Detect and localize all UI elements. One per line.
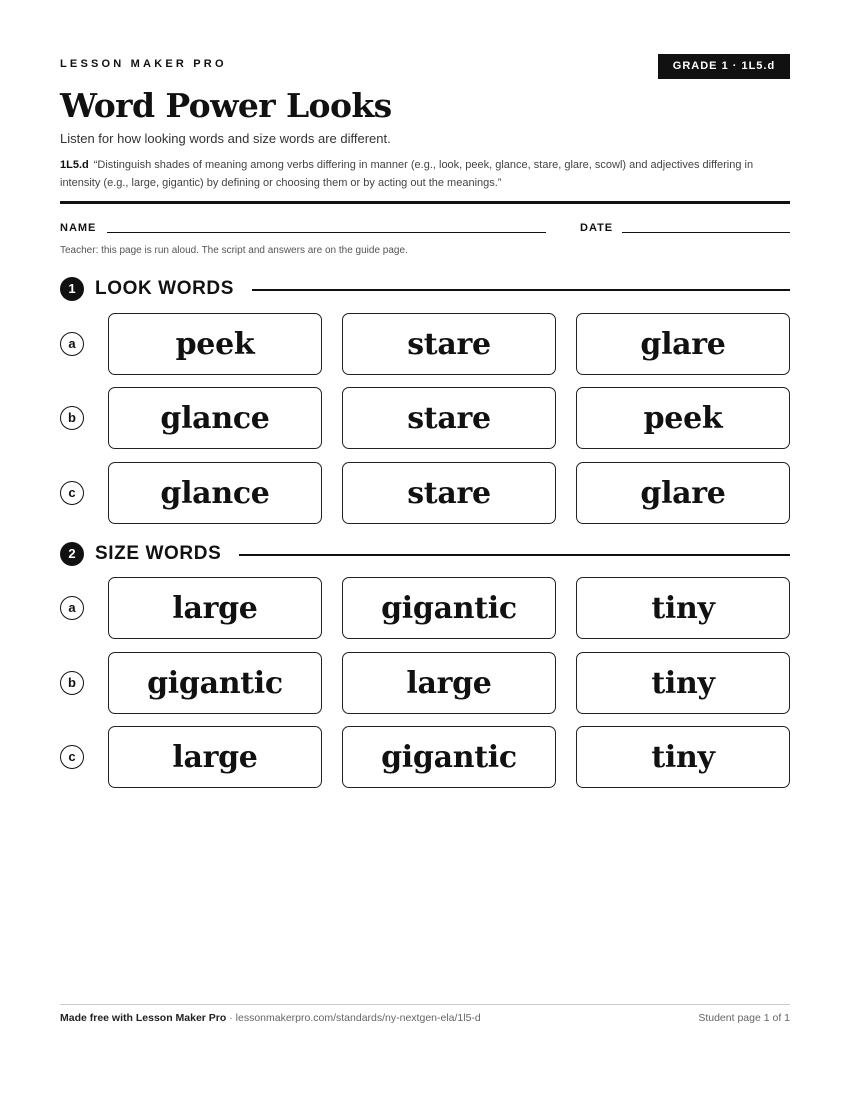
footer-credit <box>60 1012 481 1024</box>
standard-description <box>60 156 790 192</box>
word-card[interactable]: peek <box>108 313 322 375</box>
grade-badge: GRADE 1 · 1L5.d <box>658 54 790 79</box>
page-subtitle: Listen for how looking words and size words are different. <box>60 131 391 146</box>
word-card[interactable]: tiny <box>576 726 790 788</box>
question-row <box>60 726 790 788</box>
page-title: Word Power Looks <box>60 86 392 125</box>
page-number: Student page 1 of 1 <box>698 1012 790 1024</box>
standard-code: 1L5.d <box>60 159 89 171</box>
footer-divider <box>60 1004 790 1005</box>
question-row <box>60 577 790 639</box>
word-card[interactable]: tiny <box>576 577 790 639</box>
row-letter: c <box>60 745 84 769</box>
word-card[interactable]: stare <box>342 462 556 524</box>
header-divider <box>60 201 790 204</box>
word-card[interactable]: large <box>342 652 556 714</box>
row-letter: a <box>60 596 84 620</box>
section-title: LOOK WORDS <box>95 278 234 299</box>
row-letter: c <box>60 481 84 505</box>
section-size-words <box>60 542 790 566</box>
name-field[interactable] <box>107 232 546 233</box>
question-row <box>60 652 790 714</box>
word-card[interactable]: glare <box>576 462 790 524</box>
date-label: DATE <box>580 222 614 234</box>
footer-made-with: Made free with Lesson Maker Pro <box>60 1012 227 1024</box>
question-row <box>60 462 790 524</box>
section-look-words <box>60 277 790 301</box>
question-row <box>60 313 790 375</box>
footer-url[interactable]: · lessonmakerpro.com/standards/ny-nextgen-ela/1l5-d <box>226 1012 481 1024</box>
row-letter: b <box>60 406 84 430</box>
row-letter: b <box>60 671 84 695</box>
word-card[interactable]: peek <box>576 387 790 449</box>
word-card[interactable]: tiny <box>576 652 790 714</box>
word-card[interactable]: glance <box>108 387 322 449</box>
section-number: 2 <box>60 542 84 566</box>
section-divider <box>239 554 790 556</box>
brand-wordmark: LESSON MAKER PRO <box>60 58 227 70</box>
question-row <box>60 387 790 449</box>
word-card[interactable]: gigantic <box>342 577 556 639</box>
name-label: NAME <box>60 222 97 234</box>
word-card[interactable]: gigantic <box>342 726 556 788</box>
section-title: SIZE WORDS <box>95 543 222 564</box>
date-field[interactable] <box>622 232 790 233</box>
section-divider <box>252 289 790 291</box>
word-card[interactable]: glare <box>576 313 790 375</box>
row-letter: a <box>60 332 84 356</box>
word-card[interactable]: stare <box>342 387 556 449</box>
word-card[interactable]: large <box>108 577 322 639</box>
word-card[interactable]: stare <box>342 313 556 375</box>
word-card[interactable]: large <box>108 726 322 788</box>
section-number: 1 <box>60 277 84 301</box>
teacher-note: Teacher: this page is run aloud. The script and answers are on the guide page. <box>60 245 408 256</box>
standard-text: “Distinguish shades of meaning among verbs differing in manner (e.g., look, peek, glance, stare, glare, scowl) and adjectives differing in intensity (e.g., large, gigantic) by defining or choosing them or by acting out the meanings.” <box>60 159 754 189</box>
word-card[interactable]: glance <box>108 462 322 524</box>
word-card[interactable]: gigantic <box>108 652 322 714</box>
